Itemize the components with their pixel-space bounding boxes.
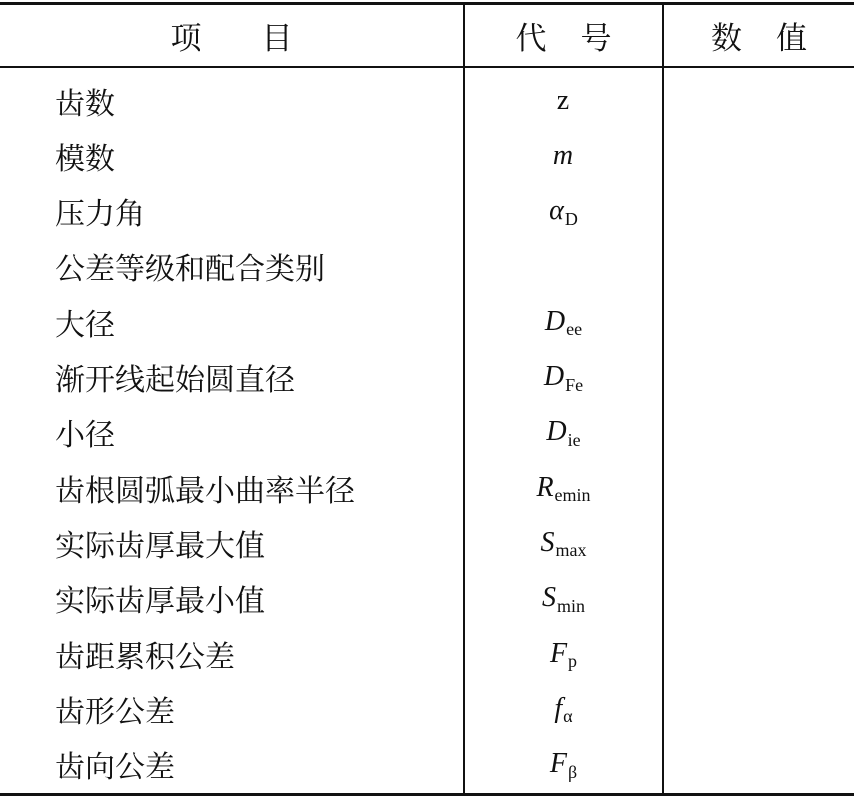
row-code [465, 128, 662, 183]
row-code-subscript: D [564, 208, 578, 229]
row-value [664, 239, 854, 294]
header-code-char-1: 代 [515, 21, 547, 57]
row-item-name: 齿数 [55, 86, 115, 122]
header-value-char-1: 数 [711, 21, 742, 57]
row-value [664, 405, 854, 460]
table-row [0, 571, 854, 626]
bottom-rule [0, 793, 854, 796]
table-row [0, 239, 854, 294]
table-row [0, 184, 854, 239]
row-code-subscript: max [555, 540, 587, 561]
table-row [0, 405, 854, 460]
row-value [664, 571, 854, 626]
header-value [664, 5, 854, 66]
row-item-name: 齿形公差 [55, 694, 175, 730]
row-code [465, 460, 662, 515]
row-code [465, 626, 662, 681]
header-rule [0, 66, 854, 68]
row-code [465, 571, 662, 626]
header-code-char-2: 号 [580, 21, 612, 57]
row-value [664, 681, 854, 736]
row-code-subscript: ie [567, 429, 581, 450]
row-code [465, 681, 662, 736]
row-code-symbol: S [540, 526, 555, 558]
row-code-subscript: emin [554, 485, 591, 506]
row-code-subscript: ee [566, 319, 583, 340]
row-code [465, 350, 662, 405]
row-code-subscript: Fe [565, 374, 584, 395]
row-code [465, 294, 662, 349]
table-row [0, 73, 854, 128]
row-item-name: 公差等级和配合类别 [55, 252, 325, 288]
row-code-symbol: F [549, 748, 567, 780]
row-item-name: 渐开线起始圆直径 [55, 363, 295, 398]
table-row [0, 294, 854, 349]
row-code-symbol: R [536, 471, 554, 503]
row-value [664, 184, 854, 239]
row-item-name: 实际齿厚最小值 [55, 584, 265, 620]
table-row [0, 350, 854, 405]
row-code [465, 737, 662, 792]
row-value [664, 73, 854, 128]
row-item-name: 齿向公差 [55, 750, 175, 786]
row-value [664, 737, 854, 792]
row-code-subscript: p [568, 651, 578, 671]
header-item-char-2: 目 [261, 21, 293, 57]
row-code [465, 405, 662, 460]
header-code [465, 5, 662, 66]
table-row [0, 128, 854, 183]
table-row [0, 737, 854, 792]
row-code-subscript: min [556, 595, 585, 616]
table-row [0, 460, 854, 515]
table-row [0, 515, 854, 570]
header-item [0, 5, 463, 66]
row-value [664, 128, 854, 183]
row-code-symbol: F [549, 637, 568, 669]
row-item-name: 齿距累积公差 [55, 639, 235, 675]
row-value [664, 350, 854, 405]
row-item-name: 齿根圆弧最小曲率半径 [55, 473, 355, 509]
row-item-name: 小径 [55, 418, 115, 454]
row-value [664, 626, 854, 681]
row-code-subscript: β [567, 761, 578, 782]
row-value [664, 460, 854, 515]
row-code-symbol: f [554, 692, 563, 724]
row-item-name: 模数 [55, 141, 115, 177]
table-row [0, 626, 854, 681]
row-code-symbol: D [543, 361, 565, 392]
row-code [465, 184, 662, 239]
row-item-name: 大径 [55, 307, 115, 343]
row-code [465, 515, 662, 570]
row-code-symbol: m [552, 139, 574, 171]
row-code-symbol: D [544, 305, 566, 337]
row-code-symbol: α [549, 195, 564, 227]
row-code-symbol: D [546, 416, 567, 448]
row-code [465, 239, 662, 294]
row-item-name: 压力角 [55, 197, 145, 233]
row-code-subscript: α [563, 706, 573, 727]
row-value [664, 294, 854, 349]
header-value-char-2: 值 [776, 21, 807, 57]
row-code-symbol: z [556, 84, 570, 116]
row-value [664, 515, 854, 570]
row-item-name: 实际齿厚最大值 [55, 528, 265, 564]
row-code-symbol: S [541, 582, 556, 614]
header-item-char-1: 项 [170, 21, 202, 57]
row-code [465, 73, 662, 128]
table-row [0, 681, 854, 736]
